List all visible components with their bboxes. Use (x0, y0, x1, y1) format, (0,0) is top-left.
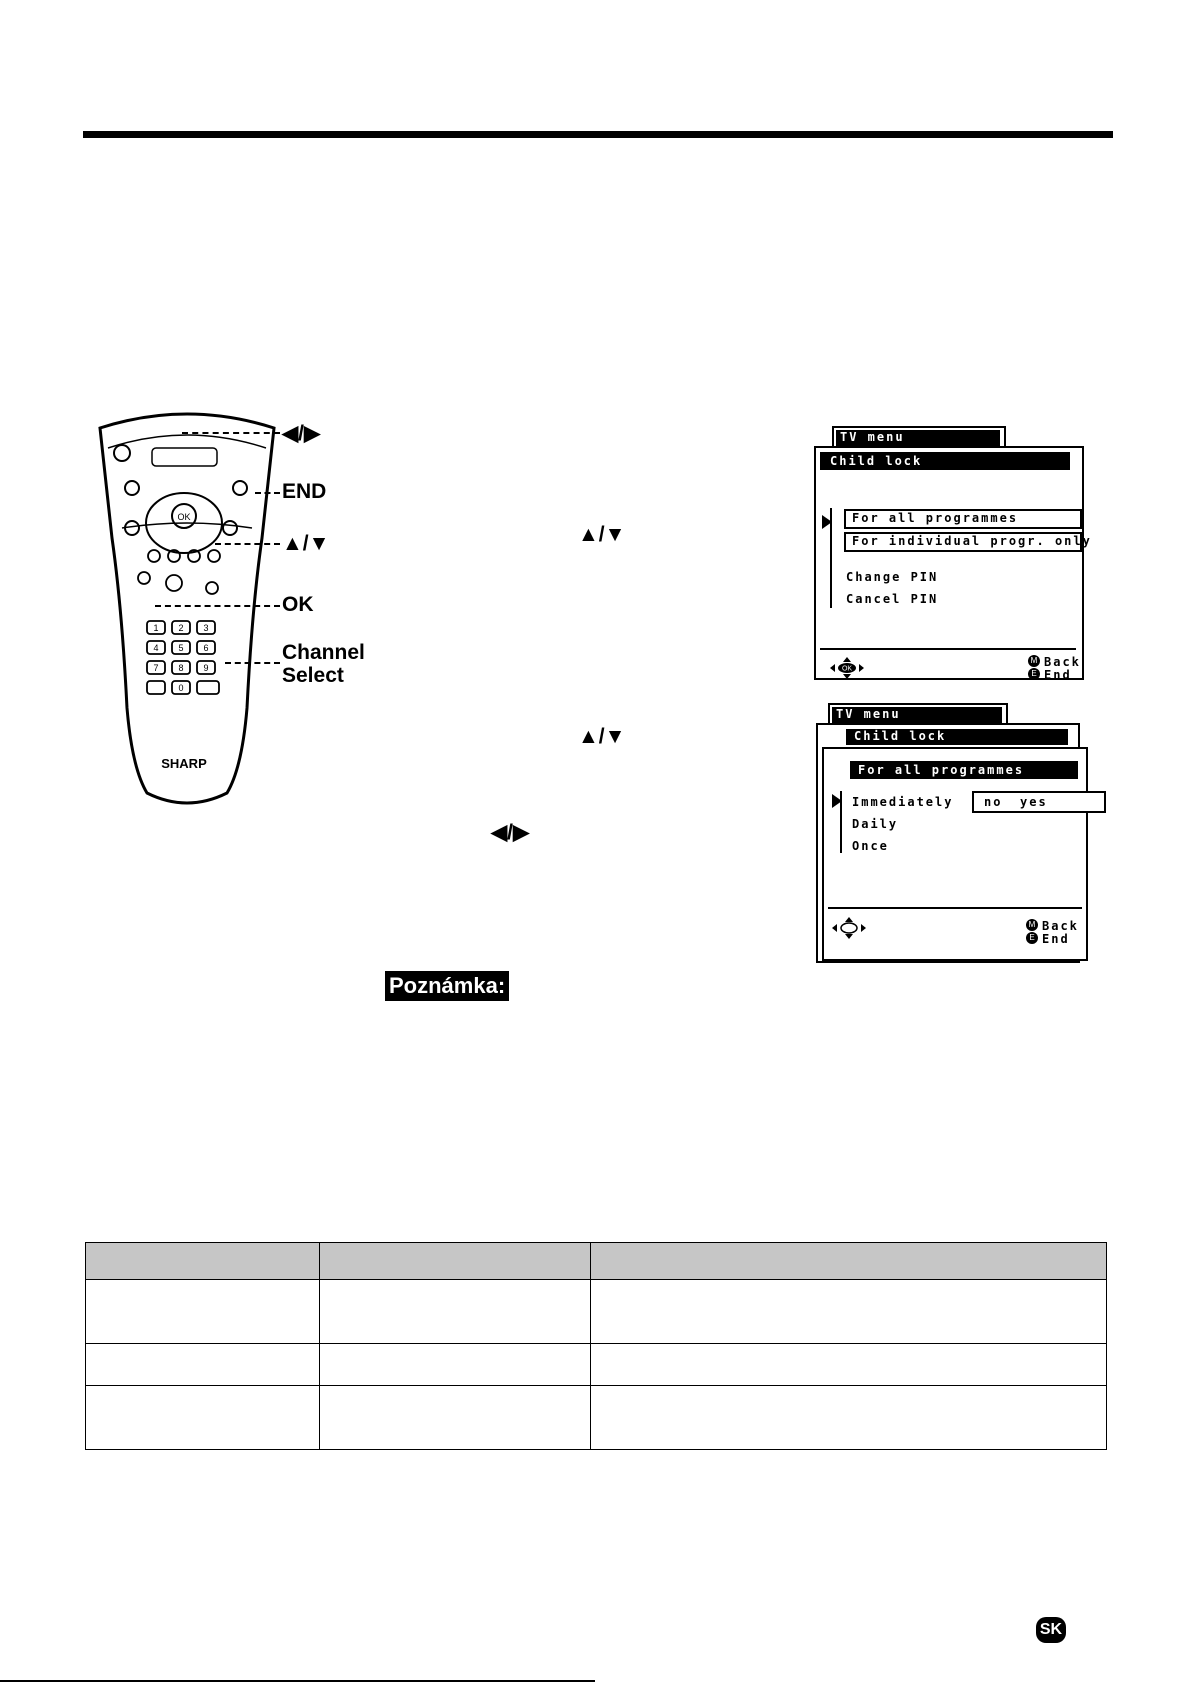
table-cell (591, 1386, 1107, 1450)
osd2-option-yes[interactable]: yes (1020, 795, 1048, 809)
osd2-item-once[interactable]: Once (852, 839, 889, 853)
svg-text:8: 8 (178, 663, 184, 673)
table-cell (86, 1386, 320, 1450)
leader-end (255, 492, 280, 494)
osd2-scroll-rail (840, 791, 842, 853)
svg-text:5: 5 (178, 643, 184, 653)
language-badge: SK (1036, 1617, 1066, 1643)
table-cell (320, 1344, 591, 1386)
leader-channel (225, 662, 280, 664)
osd-item-individual[interactable]: For individual progr. only (844, 532, 1082, 552)
footer-rule (0, 1680, 595, 1682)
table-cell (320, 1280, 591, 1344)
up-down-arrows-icon: ▲/▼ (578, 523, 626, 546)
osd2-child-lock-title: Child lock (846, 729, 1068, 745)
osd2-for-all-title: For all programmes (850, 761, 1078, 779)
note-label: Poznámka: (385, 971, 509, 1001)
osd-back-key-icon: M (1028, 655, 1040, 667)
leader-left-right (182, 432, 280, 434)
table-header-row (86, 1243, 1107, 1280)
osd2-footer-end: End (1042, 932, 1070, 946)
remote-control-drawing (92, 408, 282, 808)
svg-text:2: 2 (178, 623, 184, 633)
svg-text:4: 4 (153, 643, 159, 653)
svg-text:0: 0 (178, 683, 184, 693)
label-select: Select (282, 664, 344, 687)
osd-main-panel (814, 446, 1092, 682)
osd-footer-end: End (1044, 668, 1072, 682)
svg-text:OK: OK (841, 665, 853, 673)
table-header-cell (86, 1243, 320, 1280)
label-up-down: ▲/▼ (282, 532, 330, 555)
leader-ok (155, 605, 280, 607)
svg-text:6: 6 (203, 643, 209, 653)
svg-text:1: 1 (153, 623, 159, 633)
osd-footer-back: Back (1044, 655, 1081, 669)
table-cell (591, 1344, 1107, 1386)
label-end: END (282, 480, 327, 503)
table-header-cell (320, 1243, 591, 1280)
label-channel: Channel (282, 641, 365, 664)
osd2-item-daily[interactable]: Daily (852, 817, 899, 831)
osd-scroll-rail (830, 508, 832, 608)
osd2-tv-menu-title: TV menu (832, 707, 1002, 723)
remote-illustration (92, 408, 282, 808)
osd2-footer-back: Back (1042, 919, 1079, 933)
osd-child-lock-title: Child lock (820, 452, 1070, 470)
table-row (86, 1344, 1107, 1386)
osd2-option-no[interactable]: no (984, 795, 1003, 809)
osd2-main-panel (822, 747, 1088, 961)
label-ok: OK (282, 593, 314, 616)
svg-text:7: 7 (153, 663, 159, 673)
table-cell (86, 1280, 320, 1344)
osd-item-cancel-pin[interactable]: Cancel PIN (846, 592, 939, 606)
osd2-nav-pad-icon (832, 917, 866, 939)
osd2-footer-divider (828, 907, 1082, 909)
svg-text:9: 9 (203, 663, 209, 673)
left-right-arrows-icon: ◀/▶ (491, 821, 530, 844)
osd-end-key-icon: E (1028, 668, 1040, 680)
table-cell (320, 1386, 591, 1450)
up-down-arrows-icon: ▲/▼ (578, 725, 626, 748)
osd-screen-all-programmes (806, 703, 1090, 961)
osd-tv-menu-title: TV menu (836, 430, 1000, 446)
header-rule (83, 131, 1113, 138)
osd2-option-box[interactable] (972, 791, 1106, 813)
table-cell (591, 1280, 1107, 1344)
svg-text:OK: OK (177, 512, 191, 522)
osd-screen-child-lock (808, 426, 1092, 682)
svg-text:3: 3 (203, 623, 209, 633)
osd2-back-key-icon: M (1026, 919, 1038, 931)
table-header-cell (591, 1243, 1107, 1280)
label-left-right: ◀/▶ (282, 422, 321, 445)
table-cell (86, 1344, 320, 1386)
table-row (86, 1386, 1107, 1450)
osd2-item-immediately[interactable]: Immediately (852, 795, 954, 809)
leader-up-down (215, 543, 280, 545)
svg-text:SHARP: SHARP (161, 756, 207, 771)
info-table (85, 1242, 1107, 1450)
osd2-end-key-icon: E (1026, 932, 1038, 944)
osd-nav-pad-icon (830, 657, 864, 679)
osd-footer-divider (820, 648, 1076, 650)
osd-item-change-pin[interactable]: Change PIN (846, 570, 939, 584)
osd-item-all-programmes[interactable]: For all programmes (844, 509, 1082, 529)
table-row (86, 1280, 1107, 1344)
